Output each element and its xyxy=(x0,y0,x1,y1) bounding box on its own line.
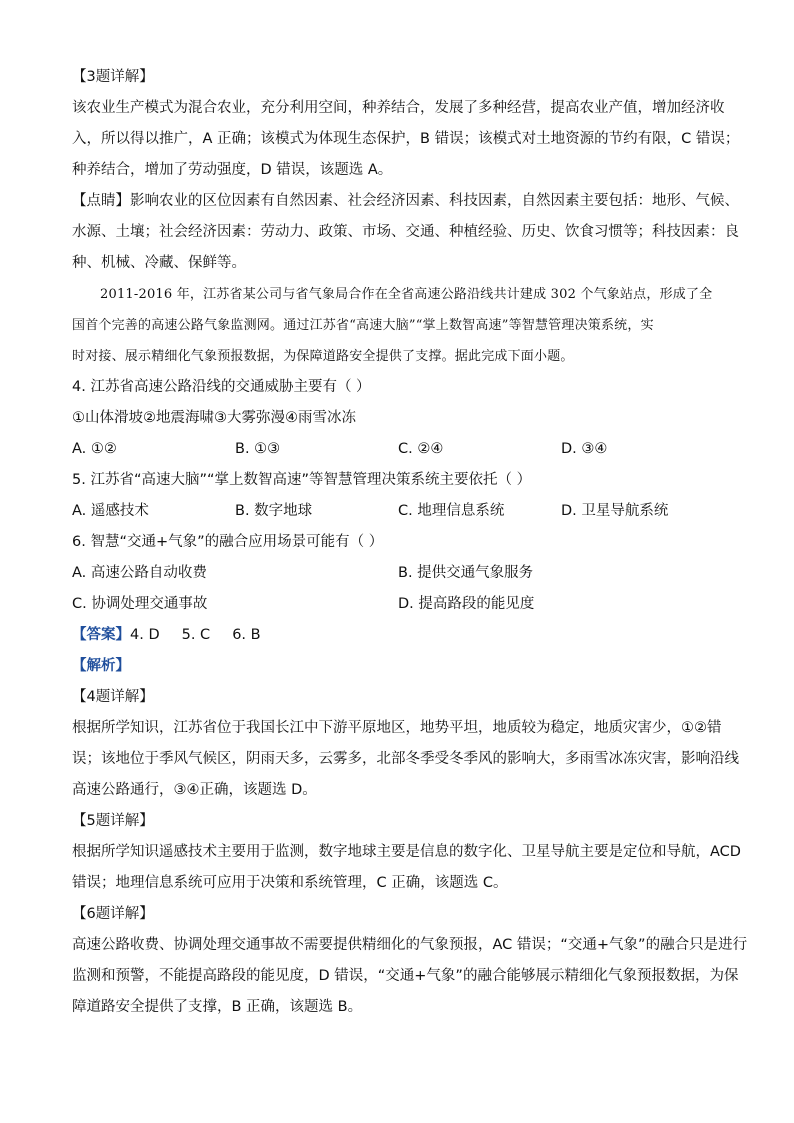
answer-5: 5. C xyxy=(181,627,211,643)
answer-label: 【答案】 xyxy=(72,627,130,643)
q3-detail-line: 种养结合，增加了劳动强度，D 错误，该题选 A。 xyxy=(72,162,393,178)
q5-stem: 5. 江苏省“高速大脑”“掌上数智高速”等智慧管理决策系统主要依托（ ） xyxy=(72,472,532,488)
q6-options-row2 xyxy=(72,589,727,620)
q4-detail-line: 根据所学知识，江苏省位于我国长江中下游平原地区，地势平坦，地质较为稳定，地质灾害少，①②错 xyxy=(72,720,722,736)
q6-option-b: B. 提供交通气象服务 xyxy=(398,565,534,581)
q4-detail-line: 误；该地位于季风气候区，阴雨天多，云雾多，北部冬季受冬季风的影响大，多雨雪冰冻灾害，影响沿线 xyxy=(72,751,739,767)
q4-option-d: D. ③④ xyxy=(561,441,608,457)
q5-detail-heading: 【5题详解】 xyxy=(72,813,154,829)
q5-detail-line: 错误；地理信息系统可应用于决策和系统管理，C 正确，该题选 C。 xyxy=(72,875,508,891)
q6-detail-heading: 【6题详解】 xyxy=(72,906,154,922)
document-page xyxy=(72,62,748,1023)
q6-detail-line: 高速公路收费、协调处理交通事故不需要提供精细化的气象预报，AC 错误；“交通+气象”的融合只是进行 xyxy=(72,937,748,953)
tip-line: 种、机械、冷藏、保鲜等。 xyxy=(72,255,246,271)
q6-detail-line: 监测和预警，不能提高路段的能见度，D 错误，“交通+气象”的融合能够展示精细化气象预报数据，为保 xyxy=(72,968,739,984)
q4-items: ①山体滑坡②地震海啸③大雾弥漫④雨雪冰冻 xyxy=(72,410,356,426)
q3-detail-heading: 【3题详解】 xyxy=(72,69,154,85)
tip-paragraph xyxy=(72,186,739,217)
q4-stem: 4. 江苏省高速公路沿线的交通威胁主要有（ ） xyxy=(72,379,371,395)
q3-detail-line: 该农业生产模式为混合农业，充分利用空间，种养结合，发展了多种经营，提高农业产值，增加经济收 xyxy=(72,100,725,116)
tip-label: 【点睛】 xyxy=(72,193,130,209)
q5-option-a: A. 遥感技术 xyxy=(72,503,149,519)
q4-option-b: B. ①③ xyxy=(235,441,281,457)
q4-option-a: A. ①② xyxy=(72,441,117,457)
passage-line: 2011-2016 年，江苏省某公司与省气象局合作在全省高速公路沿线共计建成 302 个气象站点，形成了全 xyxy=(100,287,713,302)
q6-detail-line: 障道路安全提供了支撑，B 正确，该题选 B。 xyxy=(72,999,363,1015)
q5-options xyxy=(72,496,727,527)
answer-line xyxy=(72,620,727,651)
q5-option-d: D. 卫星导航系统 xyxy=(561,503,669,519)
q3-detail-line: 入，所以得以推广，A 正确；该模式为体现生态保护，B 错误；该模式对土地资源的节约有限，C 错误； xyxy=(72,131,740,147)
q4-detail-heading: 【4题详解】 xyxy=(72,689,154,705)
q6-option-d: D. 提高路段的能见度 xyxy=(398,596,535,612)
q6-option-a: A. 高速公路自动收费 xyxy=(72,565,207,581)
answer-6: 6. B xyxy=(232,627,261,643)
q6-options-row1 xyxy=(72,558,727,589)
q4-detail-line: 高速公路通行，③④正确，该题选 D。 xyxy=(72,782,317,798)
passage-line: 国首个完善的高速公路气象监测网。通过江苏省“高速大脑”“掌上数智高速”等智慧管理决策系统，实 xyxy=(72,318,654,333)
tip-line: 影响农业的区位因素有自然因素、社会经济因素、科技因素，自然因素主要包括：地形、气候、 xyxy=(130,193,739,209)
q6-stem: 6. 智慧“交通+气象”的融合应用场景可能有（ ） xyxy=(72,534,384,550)
tip-line: 水源、土壤；社会经济因素：劳动力、政策、市场、交通、种植经验、历史、饮食习惯等；科技因素：良 xyxy=(72,224,739,240)
q5-detail-line: 根据所学知识遥感技术主要用于监测，数字地球主要是信息的数字化、卫星导航主要是定位和导航，ACD xyxy=(72,844,741,860)
q5-option-c: C. 地理信息系统 xyxy=(398,503,505,519)
answer-4: 4. D xyxy=(130,627,160,643)
q4-options xyxy=(72,434,727,465)
analysis-label: 【解析】 xyxy=(72,658,130,674)
q5-option-b: B. 数字地球 xyxy=(235,503,313,519)
passage-line: 时对接、展示精细化气象预报数据，为保障道路安全提供了支撑。据此完成下面小题。 xyxy=(72,349,574,364)
q4-option-c: C. ②④ xyxy=(398,441,444,457)
q6-option-c: C. 协调处理交通事故 xyxy=(72,596,208,612)
